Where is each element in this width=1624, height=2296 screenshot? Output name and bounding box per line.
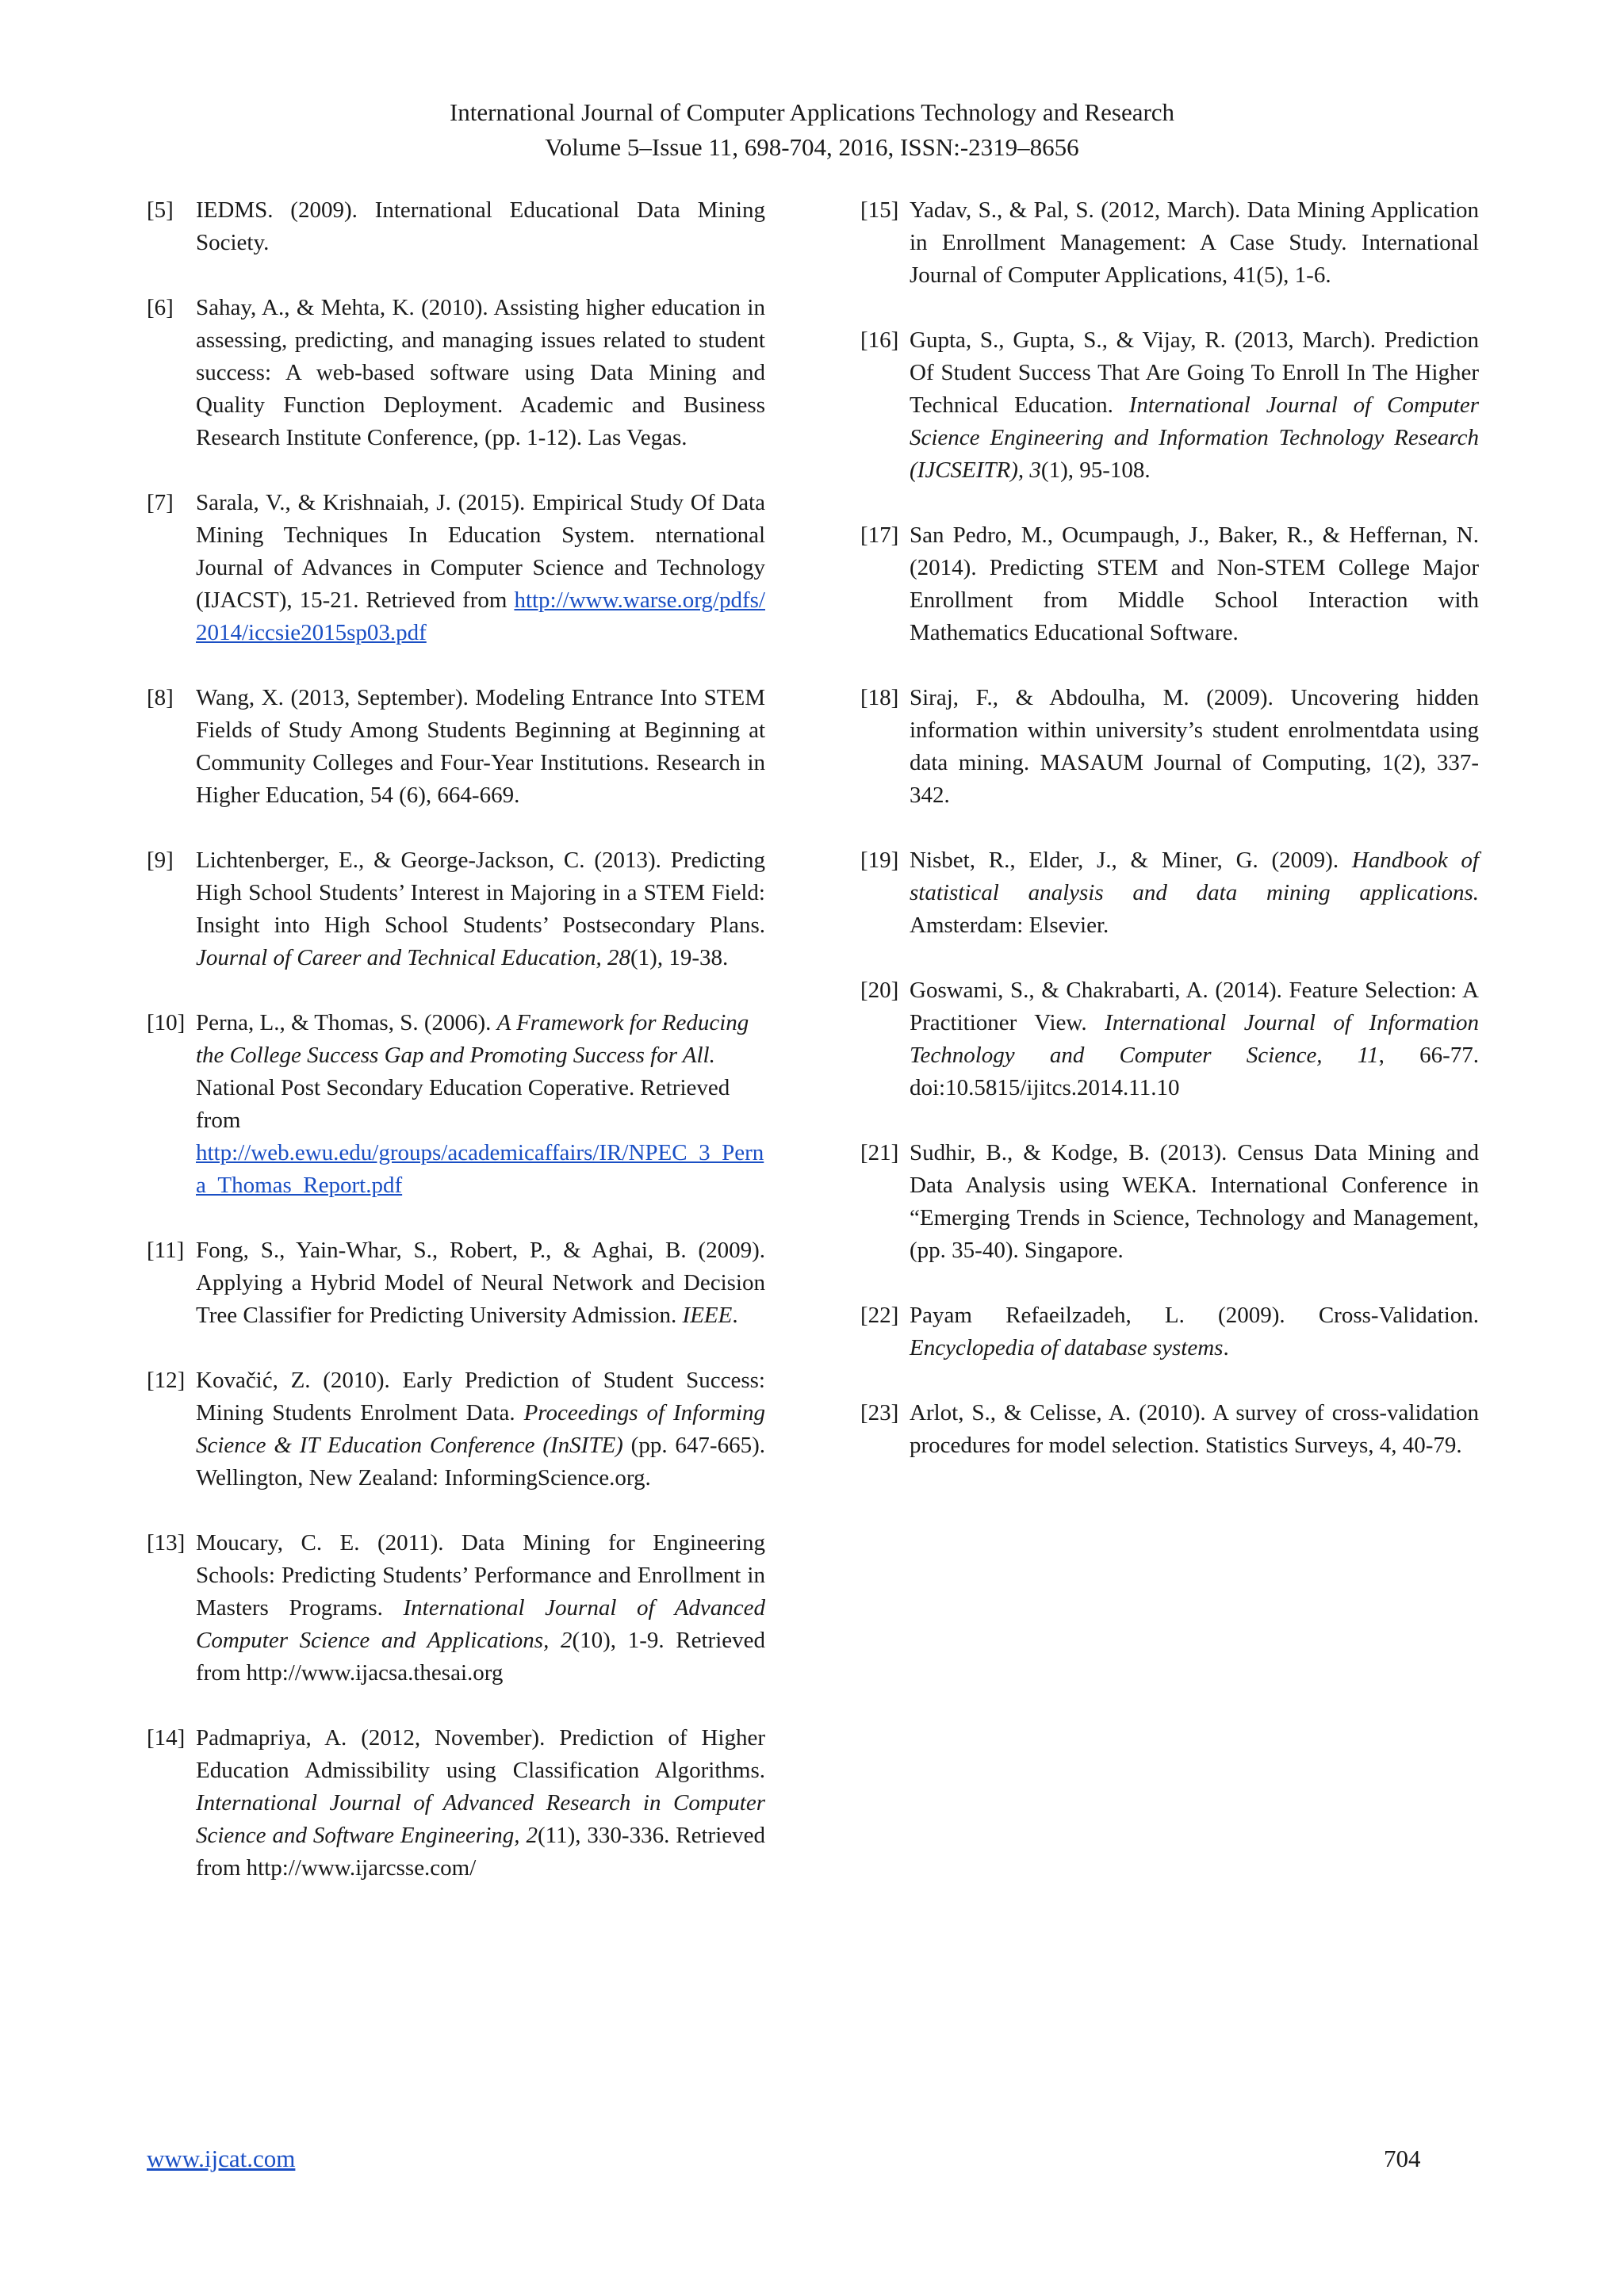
reference-journal: International Journal of Computer Science Engineering and Information Technology Research (IJCSEITR), 3 [910,392,1479,483]
reference-text [196,1364,765,1494]
reference-journal: Proceedings of Informing Science & IT Education Conference (InSITE) [196,1400,765,1458]
reference-item [147,1234,765,1332]
reference-item [147,194,765,259]
reference-text: Sudhir, B., & Kodge, B. (2013). Census Data Mining and Data Analysis using WEKA. International Conference in “Emerging Trends in Science, Technology and Management, (pp. 35-40). Singapore. [910,1140,1479,1263]
reference-body: Gupta, S., Gupta, S., & Vijay, R. (2013, March). Prediction Of Student Success That Are Going To Enroll In The Higher Technical Education. [910,327,1479,418]
reference-item [147,1007,765,1202]
references-right-column [860,194,1479,1494]
reference-number: [10] [147,1010,186,1035]
reference-number: [19] [860,848,899,873]
reference-journal: A Framework for Reducing the College Success Gap and Promoting Success for All. [196,1010,749,1068]
references-left-column [147,194,765,1917]
reference-number: [9] [147,848,174,873]
reference-details: Amsterdam: Elsevier. [910,913,1109,938]
reference-journal: International Journal of Advanced Computer Science and Applications, 2 [196,1595,765,1653]
reference-number: [7] [147,490,174,515]
reference-number: [6] [147,295,174,320]
reference-item [147,1722,765,1885]
reference-body: Padmapriya, A. (2012, November). Prediction of Higher Education Admissibility using Classification Algorithms. [196,1725,765,1783]
reference-body: Kovačić, Z. (2010). Early Prediction of Student Success: Mining Students Enrolment Data. [196,1368,765,1425]
reference-journal: Encyclopedia of database systems [910,1335,1224,1360]
reference-text: IEDMS. (2009). International Educational Data Mining Society. [196,197,765,255]
page-number: 704 [1384,2145,1421,2172]
reference-details: . [732,1303,738,1328]
reference-item [860,974,1479,1104]
reference-item [860,682,1479,812]
reference-item [860,1137,1479,1267]
reference-text: Yadav, S., & Pal, S. (2012, March). Data Mining Application in Enrollment Management: A Case Study. International Journal of Computer Applications, 41(5), 1-6. [910,197,1479,288]
reference-text: San Pedro, M., Ocumpaugh, J., Baker, R., & Heffernan, N. (2014). Predicting STEM and Non-STEM College Major Enrollment from Middle School Interaction with Mathematics Educational Software. [910,522,1479,645]
footer-website-link[interactable]: www.ijcat.com [147,2145,296,2172]
reference-body: Goswami, S., & Chakrabarti, A. (2014). Feature Selection: A Practitioner View. [910,978,1479,1035]
reference-body: Nisbet, R., Elder, J., & Miner, G. (2009). [910,848,1352,873]
reference-item [147,682,765,812]
reference-details: (1), 19-38. [630,945,729,970]
reference-text [196,1007,765,1202]
reference-text: Siraj, F., & Abdoulha, M. (2009). Uncovering hidden information within university’s student enrolmentdata using data mining. MASAUM Journal of Computing, 1(2), 337-342. [910,685,1479,808]
reference-text: Sahay, A., & Mehta, K. (2010). Assisting higher education in assessing, predicting, and managing issues related to student success: A web-based software using Data Mining and Quality Function Deployment. Academic and Business Research Institute Conference, (pp. 1-12). Las Vegas. [196,295,765,450]
reference-number: [5] [147,197,174,223]
reference-number: [18] [860,685,899,710]
reference-journal: International Journal of Advanced Research in Computer Science and Software Engineering, 2 [196,1790,765,1848]
reference-link[interactable]: http://web.ewu.edu/groups/academicaffairs/IR/NPEC_3_Perna_Thomas_Report.pdf [196,1140,764,1198]
reference-details: . [1223,1335,1229,1360]
reference-number: [12] [147,1368,186,1393]
reference-journal: Journal of Career and Technical Education, 28 [196,945,630,970]
reference-number: [14] [147,1725,186,1751]
reference-text [910,1299,1479,1364]
journal-header [0,95,1624,165]
reference-number: [13] [147,1530,186,1556]
reference-text: Wang, X. (2013, September). Modeling Entrance Into STEM Fields of Study Among Students Beginning at Beginning at Community Colleges and Four-Year Institutions. Research in Higher Education, 54 (6), 664-669. [196,685,765,808]
reference-number: [20] [860,978,899,1003]
journal-title: International Journal of Computer Applications Technology and Research [449,98,1175,126]
reference-details: (11), 330-336. Retrieved from http://www.ijarcsse.com/ [196,1823,765,1881]
reference-body: Payam Refaeilzadeh, L. (2009). Cross-Validation. [910,1303,1479,1328]
reference-journal: IEEE [682,1303,733,1328]
reference-text: Arlot, S., & Celisse, A. (2010). A survey of cross-validation procedures for model selection. Statistics Surveys, 4, 40-79. [910,1400,1479,1458]
reference-text [910,844,1479,942]
reference-item [860,324,1479,487]
reference-journal: Handbook of statistical analysis and data mining applications. [910,848,1479,905]
reference-details: (pp. 647-665). Wellington, New Zealand: InformingScience.org. [196,1433,765,1490]
reference-item [860,844,1479,942]
reference-item [147,487,765,649]
reference-number: [23] [860,1400,899,1425]
reference-number: [22] [860,1303,899,1328]
journal-volume-info: Volume 5–Issue 11, 698-704, 2016, ISSN:-2319–8656 [545,133,1079,161]
reference-link[interactable]: http://www.warse.org/pdfs/2014/iccsie2015sp03.pdf [196,587,765,645]
reference-item [860,1299,1479,1364]
reference-text [910,324,1479,487]
reference-item [147,292,765,454]
reference-journal: International Journal of Information Technology and Computer Science, 11 [910,1010,1479,1068]
reference-text [196,1722,765,1885]
reference-details: (10), 1-9. Retrieved from http://www.ijacsa.thesai.org [196,1628,765,1686]
reference-body: Sarala, V., & Krishnaiah, J. (2015). Empirical Study Of Data Mining Techniques In Education System. nternational Journal of Advances in Computer Science and Technology (IJACST), 15-21. Retrieved from [196,490,765,613]
reference-text [910,974,1479,1104]
reference-details: (1), 95-108. [1040,457,1151,483]
reference-item [147,844,765,974]
reference-details: , 66-77. doi:10.5815/ijitcs.2014.11.10 [910,1043,1479,1100]
reference-body: Perna, L., & Thomas, S. (2006). [196,1010,497,1035]
reference-number: [16] [860,327,899,353]
reference-item [147,1364,765,1494]
reference-text [196,1527,765,1689]
reference-details: National Post Secondary Education Coperative. Retrieved from [196,1075,730,1133]
reference-text [196,844,765,974]
reference-body: Fong, S., Yain-Whar, S., Robert, P., & Aghai, B. (2009). Applying a Hybrid Model of Neural Network and Decision Tree Classifier for Predicting University Admission. [196,1238,765,1328]
reference-number: [17] [860,522,899,548]
reference-item [860,519,1479,649]
reference-item [860,1397,1479,1462]
reference-body: Moucary, C. E. (2011). Data Mining for Engineering Schools: Predicting Students’ Performance and Enrollment in Masters Programs. [196,1530,765,1621]
reference-text [196,1234,765,1332]
reference-number: [15] [860,197,899,223]
reference-number: [21] [860,1140,899,1165]
reference-text [196,487,765,649]
reference-body: Lichtenberger, E., & George-Jackson, C. (2013). Predicting High School Students’ Interest in Majoring in a STEM Field: Insight into High School Students’ Postsecondary Plans. [196,848,765,938]
reference-item [147,1527,765,1689]
reference-item [860,194,1479,292]
reference-number: [8] [147,685,174,710]
reference-number: [11] [147,1238,185,1263]
